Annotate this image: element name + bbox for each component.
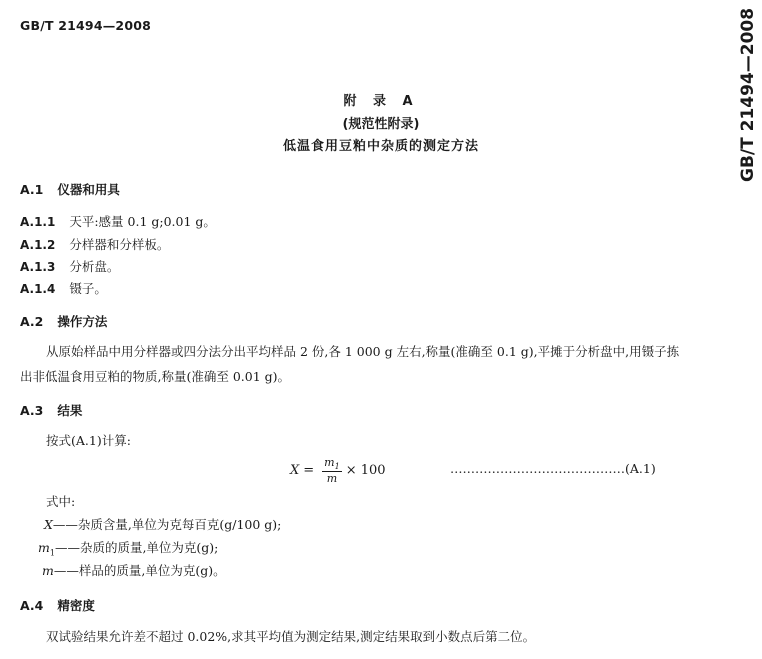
section-a2-number: A.2 xyxy=(20,314,44,329)
formula-lhs: X xyxy=(290,463,300,479)
item-a1-3 xyxy=(20,257,119,275)
section-a3-title: 结果 xyxy=(57,403,83,418)
section-a4-number: A.4 xyxy=(20,598,44,613)
definition-m1 xyxy=(38,538,218,558)
annex-title: 附 录 A xyxy=(343,94,419,109)
section-a2-paragraph: 从原始样品中用分样器或四分法分出平均样品 2 份,各 1 000 g 左右,称量(准确至 0.1 g),平摊于分析盘中,用镊子拣出非低温食用豆粕的物质,称量(准确至 0.01 g)。 xyxy=(20,344,680,384)
annex-type: (规范性附录) xyxy=(342,117,420,132)
definition-m1-sub: 1 xyxy=(49,548,55,558)
section-a2-heading xyxy=(20,312,107,330)
formula-fraction xyxy=(322,456,342,485)
formula-equals: = xyxy=(303,463,315,479)
formula-intro: 按式(A.1)计算: xyxy=(46,433,131,448)
item-a1-2-number: A.1.2 xyxy=(20,238,56,252)
section-a1-title: 仪器和用具 xyxy=(57,182,120,197)
formula-times: × 100 xyxy=(345,463,386,479)
item-a1-1-text: 天平:感量 0.1 g;0.01 g。 xyxy=(69,214,216,229)
item-a1-3-number: A.1.3 xyxy=(20,260,56,274)
item-a1-4-text: 镊子。 xyxy=(69,281,107,296)
definition-m-symbol: m xyxy=(42,563,54,578)
section-a3-heading xyxy=(20,401,82,419)
definition-m xyxy=(42,561,226,579)
definition-m1-symbol: m xyxy=(38,540,50,555)
annex-subject: 低温食用豆粕中杂质的测定方法 xyxy=(282,139,479,154)
item-a1-2 xyxy=(20,235,169,253)
formula-a1 xyxy=(290,456,386,485)
section-a4-heading xyxy=(20,596,95,614)
definition-m-text: ——样品的质量,单位为克(g)。 xyxy=(53,563,226,578)
where-label: 式中: xyxy=(46,494,76,509)
formula-numerator-symbol: m xyxy=(324,456,335,469)
formula-numerator xyxy=(322,456,342,472)
definition-x-text: ——杂质含量,单位为克每百克(g/100 g); xyxy=(52,517,282,532)
item-a1-3-text: 分析盘。 xyxy=(69,259,120,274)
formula-denominator: m xyxy=(326,472,338,486)
section-a2-title: 操作方法 xyxy=(57,314,108,329)
item-a1-4 xyxy=(20,279,107,297)
section-a3-number: A.3 xyxy=(20,403,44,418)
standard-code-vertical: GB/T 21494—2008 xyxy=(738,7,758,182)
definition-m1-text: ——杂质的质量,单位为克(g); xyxy=(54,540,219,555)
section-a4-title: 精密度 xyxy=(57,598,95,613)
definition-x xyxy=(44,515,281,533)
section-a1-number: A.1 xyxy=(20,182,44,197)
section-a1-heading xyxy=(20,180,120,198)
definition-x-symbol: X xyxy=(44,517,53,532)
section-a4-paragraph: 双试验结果允许差不超过 0.02%,求其平均值为测定结果,测定结果取到小数点后第二位。 xyxy=(46,629,536,644)
item-a1-2-text: 分样器和分样板。 xyxy=(69,237,170,252)
item-a1-4-number: A.1.4 xyxy=(20,282,56,296)
item-a1-1-number: A.1.1 xyxy=(20,215,56,229)
item-a1-1 xyxy=(20,212,216,230)
formula-equation-number: ……………………………………(A.1) xyxy=(450,461,656,476)
formula-numerator-sub: 1 xyxy=(334,462,340,472)
standard-code-header: GB/T 21494—2008 xyxy=(20,18,152,33)
